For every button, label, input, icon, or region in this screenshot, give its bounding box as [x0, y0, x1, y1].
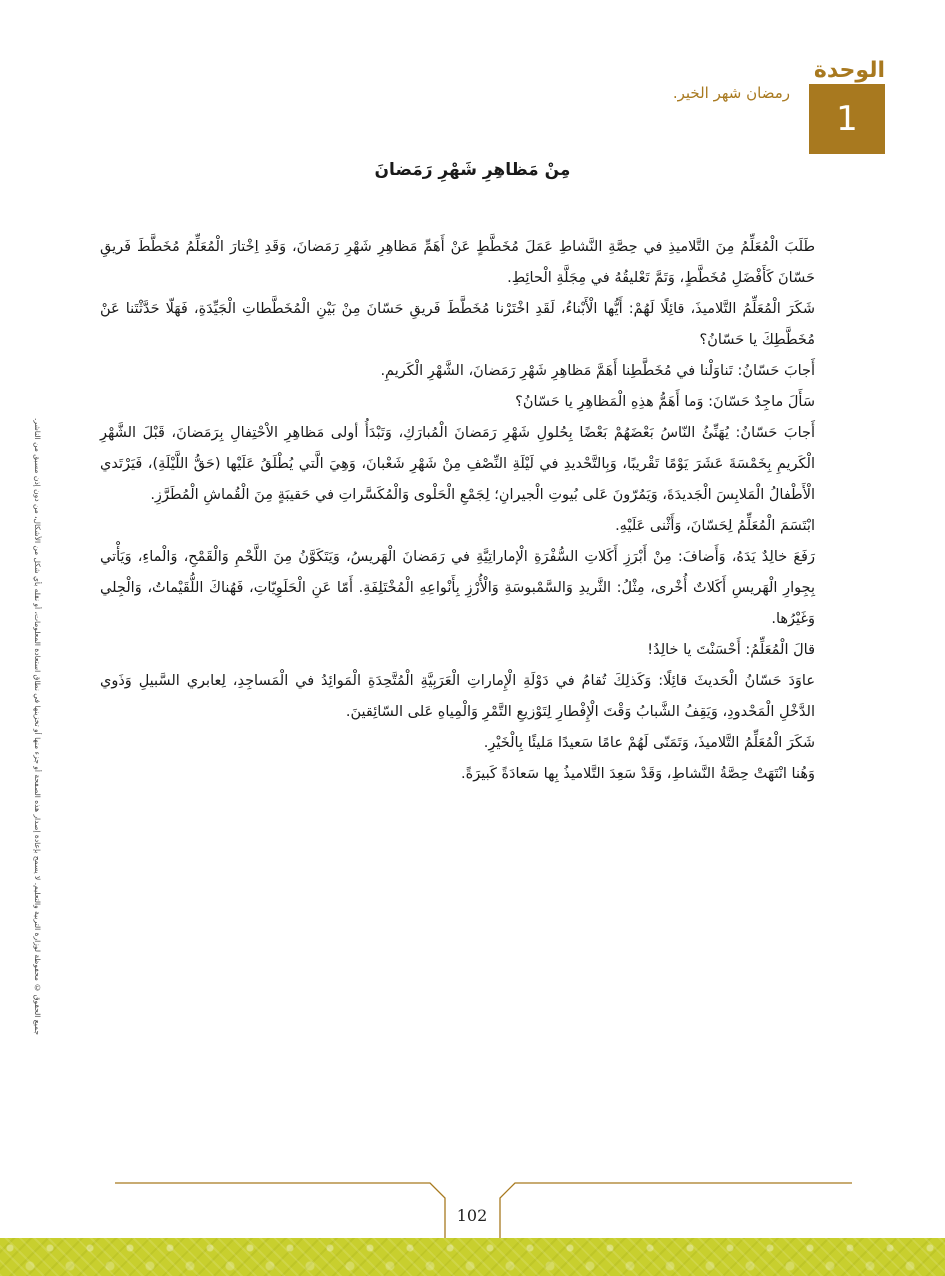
- unit-number-badge: 1: [809, 84, 885, 154]
- page-number: 102: [456, 1206, 488, 1225]
- paragraph: عاوَدَ حَسّانُ الْحَديثَ قائِلًا: وَكَذلِكَ تُقامُ في دَوْلَةِ الْإِماراتِ الْعَرَبِيَّةِ الْمُتَّحِدَةِ الْمَوائِدُ في الْمَساجِدِ، لِعابري السَّبيلِ وَذَوي الدَّخْلِ الْمَحْدودِ، وَيَقِفُ الشَّبابُ وَقْتَ الْإِفْطارِ لِتَوْزيعِ التَّمْرِ وَالْمِياهِ عَلى السّائِقينَ.: [100, 673, 815, 720]
- paragraph: ابْتَسَمَ الْمُعَلِّمُ لِحَسّانَ، وَأَثْنى عَلَيْهِ.: [615, 518, 815, 534]
- paragraph: أَجابَ حَسّانُ: يُهَنِّئُ النّاسُ بَعْضَهُمْ بَعْضًا بِحُلولِ شَهْرِ رَمَضانَ الْمُبارَكِ، وَتَبْدَأُ أولى مَظاهِرِ الاْحْتِفالِ بِرَمَضانَ، قَبْلَ الشَّهْرِ الْكَريمِ بِخَمْسَةَ عَشَرَ يَوْمًا تَقْريبًا، وَبِالتَّحْديدِ في لَيْلَةِ النِّصْفِ مِنْ شَهْرِ شَعْبانَ، وَهِيَ الَّتي يُطْلَقُ عَلَيْها (حَقُّ اللَّيْلَةِ)، فَيَرْتَدي الْأَطْفالُ الْمَلابِسَ الْجَديدَةَ، وَيَمُرّونَ عَلى بُيوتِ الْجيرانِ؛ لِجَمْعِ الْحَلْوى وَالْمُكَسَّراتِ في حَقيبَةٍ مِنَ الْقُماشِ الْمُطَرَّزِ.: [100, 425, 815, 503]
- paragraph: رَفَعَ خالِدٌ يَدَهُ، وَأَضافَ: مِنْ أَبْرَزِ أَكَلاتِ السُّفْرَةِ الْإماراتِيَّةِ في رَمَضانَ الْهَريسُ، وَيَتَكَوَّنُ مِنَ اللَّحْمِ وَالْقَمْحِ، وَالْماءِ، وَيَأْتي بِجِوارِ الْهَريسِ أَكَلاتٌ أُخْرى، مِثْلُ: الثَّريدِ وَالسَّمْبوسَةِ وَالْأُرْزِ بِأَنْواعِهِ الْمُخْتَلِفَةِ. أَمّا عَنِ الْحَلَوِيّاتِ، فَهُناكَ اللُّقَيْماتُ، وَالْجِلي وَغَيْرُها.: [100, 549, 815, 627]
- paragraph: طَلَبَ الْمُعَلِّمُ مِنَ التَّلاميذِ في حِصَّةِ النَّشاطِ عَمَلَ مُخَطَّطٍ عَنْ أَهَمِّ مَظاهِرِ شَهْرِ رَمَضانَ، وَقَدِ اِخْتارَ الْمُعَلِّمُ مُخَطَّطَ فَريقِ حَسّانَ كَأَفْضَلِ مُخَطَّطٍ، وَتَمَّ تَعْليقُهُ في مِجَلَّةِ الْحائِطِ.: [100, 239, 815, 286]
- decorative-pattern-band: [0, 1238, 945, 1276]
- paragraph: قالَ الْمُعَلِّمُ: أَحْسَنْتَ يا خالِدُ!: [647, 642, 815, 658]
- unit-label: الوحدة: [813, 58, 885, 83]
- paragraph: سَأَلَ ماجِدٌ حَسّانَ: وَما أَهَمُّ هذِهِ الْمَظاهِرِ يا حَسّانُ؟: [515, 394, 815, 410]
- paragraph: شَكَرَ الْمُعَلِّمُ التَّلاميذَ، وَتَمَنّى لَهُمْ عامًا سَعيدًا مَليئًا بِالْخَيْرِ.: [483, 735, 815, 751]
- paragraph: أَجابَ حَسّانُ: تَناوَلْنا في مُخَطَّطِنا أَهَمَّ مَظاهِرِ شَهْرِ رَمَضانَ، الشَّهْرِ الْكَريمِ.: [380, 363, 815, 379]
- unit-subtitle: رمضان شهر الخير.: [672, 84, 790, 102]
- page-title: مِنْ مَظاهِرِ شَهْرِ رَمَضانَ: [374, 160, 571, 180]
- paragraph: شَكَرَ الْمُعَلِّمُ التَّلاميذَ، قائِلًا لَهُمْ: أَيُّها الْأَبْناءُ، لَقَدِ اخْتَرْنا مُخَطَّطَ فَريقِ حَسّانَ مِنْ بَيْنِ الْمُخَطَّطاتِ الْجَيِّدَةِ، فَهَلّا حَدَّثْتَنا عَنْ مُخَطَّطِكَ يا حَسّانُ؟: [100, 301, 815, 348]
- paragraph: وَهُنا انْتَهَتْ حِصَّةُ النَّشاطِ، وَقَدْ سَعِدَ التَّلاميذُ بِها سَعادَةً كَبيرَةً.: [460, 766, 815, 782]
- article-body: [100, 232, 815, 790]
- copyright-notice: جميع الحقوق © محفوظة لوزارة التربية والتعليم. لا يسمح بإعادة إصدار هذه الصفحة أو جزء منها أو تخزينها في نطاق استعادة المعلومات، أو نقله بأي شكل من الأشكال، من دون إذن مسبق من الناشر.: [33, 417, 42, 1035]
